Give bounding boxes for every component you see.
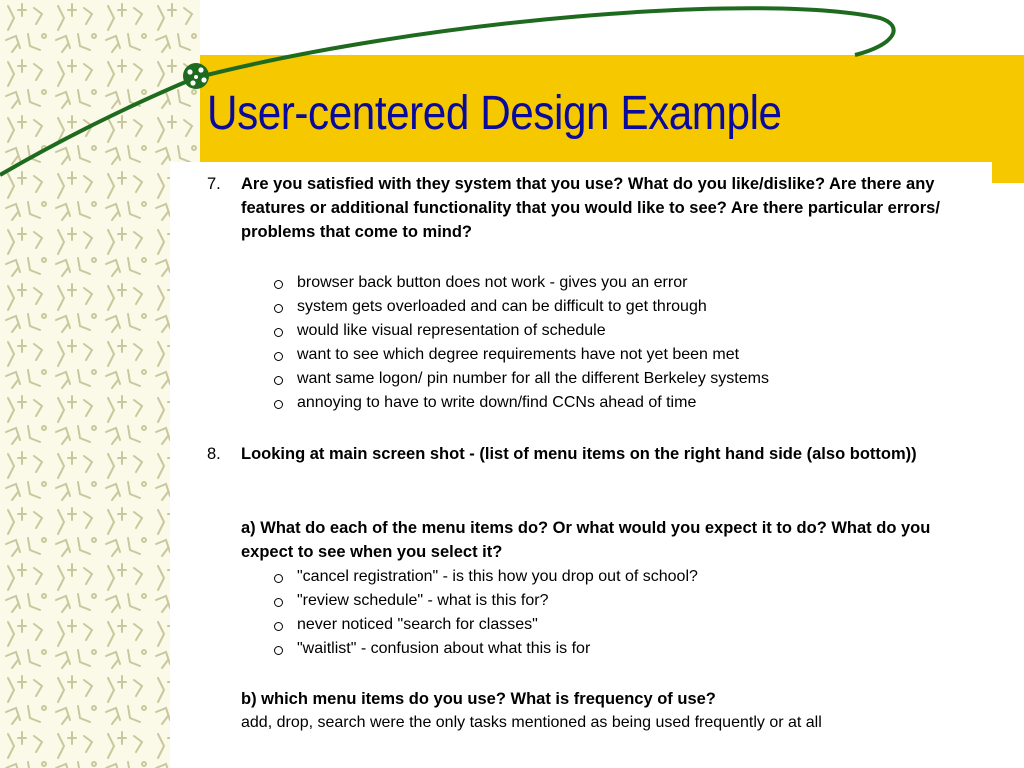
page-title: User-centered Design Example	[207, 87, 782, 140]
subquestion-b: b) which menu items do you use? What is frequency of use?	[241, 690, 716, 708]
bullet-icon	[274, 328, 283, 337]
bullet-icon	[274, 622, 283, 631]
list-item: annoying to have to write down/find CCNs ahead of time	[274, 391, 769, 415]
bullet-icon	[274, 376, 283, 385]
bullet-icon	[274, 304, 283, 313]
question-text: Looking at main screen shot - (list of menu items on the right hand side (also bottom))	[241, 445, 917, 463]
list-item: would like visual representation of schedule	[274, 319, 769, 343]
bullet-icon	[274, 646, 283, 655]
list-item: "review schedule" - what is this for?	[274, 589, 698, 613]
question-number: 8.	[207, 445, 221, 463]
bullet-icon	[274, 352, 283, 361]
list-item: system gets overloaded and can be difficult to get through	[274, 295, 769, 319]
list-item: want to see which degree requirements have not yet been met	[274, 343, 769, 367]
subquestion-b-answer: add, drop, search were the only tasks mentioned as being used frequently or at all	[241, 714, 822, 731]
content-panel	[170, 162, 992, 768]
bullet-icon	[274, 598, 283, 607]
bullet-icon	[274, 574, 283, 583]
question-number: 7.	[207, 175, 221, 193]
list-item: browser back button does not work - gives you an error	[274, 271, 769, 295]
question-text: Are you satisfied with they system that you use? What do you like/dislike? Are there any features or additional functionality that you would like to see? Are there particular errors/ problems that come to mind?	[241, 175, 940, 241]
list-item: "cancel registration" - is this how you drop out of school?	[274, 565, 698, 589]
list-item: never noticed "search for classes"	[274, 613, 698, 637]
list-item: want same logon/ pin number for all the different Berkeley systems	[274, 367, 769, 391]
answer-list	[274, 565, 698, 661]
subquestion-a: a) What do each of the menu items do? Or what would you expect it to do? What do you expect to see when you select it?	[241, 519, 931, 561]
list-item: "waitlist" - confusion about what this is for	[274, 637, 698, 661]
bullet-icon	[274, 400, 283, 409]
answer-list	[274, 271, 769, 415]
bullet-icon	[274, 280, 283, 289]
